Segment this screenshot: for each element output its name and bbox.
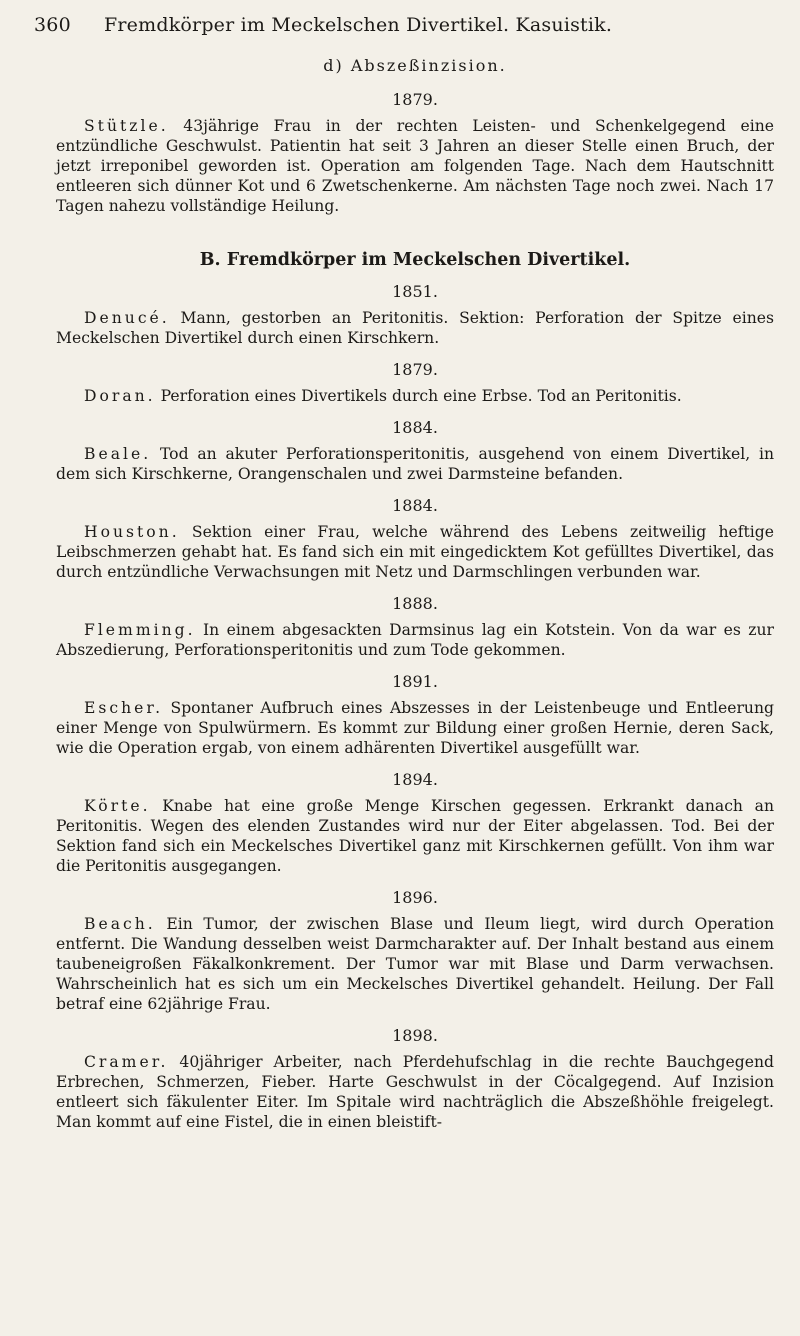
case-text: Tod an akuter Perforationsperitonitis, ausgehend von einem Divertikel, in dem sich Kirschkerne, Orangenschalen und zwei Darmsteine befanden. <box>56 445 774 483</box>
case-text: Spontaner Aufbruch eines Abszesses in der Leistenbeuge und Entleerung einer Menge von Spulwürmern. Es kommt zur Bildung einer großen Hernie, deren Sack, wie die Operation ergab, von einem adhärenten Divertikel ausgefüllt war. <box>56 699 774 757</box>
case-text: In einem abgesackten Darmsinus lag ein Kotstein. Von da war es zur Abszedierung, Perforationsperitonitis und zum Tode gekommen. <box>56 621 774 659</box>
entry-year: 1884. <box>392 496 438 515</box>
case-entry <box>56 308 774 348</box>
entry-year: 1894. <box>392 770 438 789</box>
case-text: Sektion einer Frau, welche während des Lebens zeitweilig heftige Leibschmerzen gehabt hat. Es fand sich ein mit eingedicktem Kot gefülltes Divertikel, das durch entzündliche Verwachsungen mit Netz und Darmschlingen verbunden war. <box>56 523 774 581</box>
entry-year: 1851. <box>392 282 438 301</box>
case-entry <box>56 1052 774 1132</box>
case-author: Denucé. <box>84 309 170 327</box>
case-text: Ein Tumor, der zwischen Blase und Ileum liegt, wird durch Operation entfernt. Die Wandung desselben weist Darmcharakter auf. Der Inhalt bestand aus einem taubeneigroßen Fäkalkonkrement. Der Tumor war mit Blase und Darm verwachsen. Wahrscheinlich hat es sich um ein Meckelsches Divertikel gehandelt. Heilung. Der Fall betraf eine 62jährige Frau. <box>56 915 774 1013</box>
entry-year: 1896. <box>392 888 438 907</box>
entry-year: 1884. <box>392 418 438 437</box>
main-section-heading <box>56 250 774 270</box>
case-author: Beach. <box>84 915 156 933</box>
page-body <box>56 56 774 1132</box>
case-entry <box>56 444 774 484</box>
case-author: Doran. <box>84 387 156 405</box>
case-entry <box>56 796 774 876</box>
entry-year: 1879. <box>392 360 438 379</box>
case-text: 40jähriger Arbeiter, nach Pferdehufschlag in die rechte Bauchgegend Erbrechen, Schmerzen, Fieber. Harte Geschwulst in der Cöcalgegend. Auf Inzision entleert sich fäkulenter Eiter. Im Spitale wird nachträglich die Abszeßhöhle freigelegt. Man kommt auf eine Fistel, die in einen bleistift- <box>56 1053 774 1131</box>
main-section-letter: B. <box>199 250 221 270</box>
case-entry <box>56 522 774 582</box>
case-entry <box>56 386 774 406</box>
case-author: Körte. <box>84 797 151 815</box>
case-text: Knabe hat eine große Menge Kirschen gegessen. Erkrankt danach an Peritonitis. Wegen des elenden Zustandes wird nur der Eiter abgelassen. Tod. Bei der Sektion fand sich ein Meckelsches Divertikel ganz mit Kirschkernen gefüllt. Von ihm war die Peritonitis ausgegangen. <box>56 797 774 875</box>
subsection-heading: d) Abszeßinzision. <box>323 56 507 75</box>
case-text: 43jährige Frau in der rechten Leisten- und Schenkelgegend eine entzündliche Geschwulst. Patientin hat seit 3 Jahren an dieser Stelle einen Bruch, der jetzt irreponibel geworden ist. Operation am folgenden Tage. Nach dem Hautschnitt entleeren sich dünner Kot und 6 Zwetschenkerne. Am nächsten Tage noch zwei. Nach 17 Tagen nahezu vollständige Heilung. <box>56 117 774 215</box>
entry-year: 1898. <box>392 1026 438 1045</box>
case-author: Flemming. <box>84 621 196 639</box>
entry-year: 1891. <box>392 672 438 691</box>
case-author: Escher. <box>84 699 164 717</box>
case-entry <box>56 914 774 1014</box>
case-author: Beale. <box>84 445 152 463</box>
main-section-title: Fremdkörper im Meckelschen Divertikel. <box>226 250 631 270</box>
case-entry <box>56 698 774 758</box>
case-author: Houston. <box>84 523 180 541</box>
case-text: Mann, gestorben an Peritonitis. Sektion: Perforation der Spitze eines Meckelschen Divertikel durch einen Kirschkern. <box>56 309 774 347</box>
page-number: 360 <box>34 14 71 36</box>
case-author: Stützle. <box>84 117 169 135</box>
case-text: Perforation eines Divertikels durch eine Erbse. Tod an Peritonitis. <box>155 387 682 405</box>
case-entry <box>56 116 774 216</box>
entry-year: 1888. <box>392 594 438 613</box>
running-title: Fremdkörper im Meckelschen Divertikel. Kasuistik. <box>104 14 613 36</box>
running-header <box>34 14 774 36</box>
case-author: Cramer. <box>84 1053 169 1071</box>
entry-year: 1879. <box>392 90 438 109</box>
case-entry <box>56 620 774 660</box>
